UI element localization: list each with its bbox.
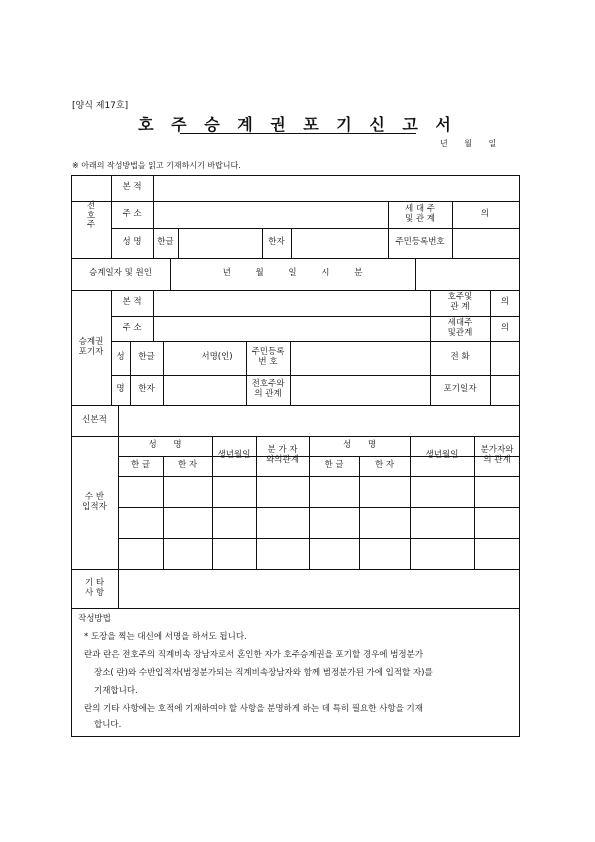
- row-divider: [71, 569, 520, 570]
- waiver-hanja-label: 한자: [138, 384, 155, 395]
- accompanying-birth-header-2: 생년월일: [425, 450, 459, 461]
- row-divider: [71, 405, 520, 406]
- head-name-label: 성 명: [122, 237, 142, 248]
- accompanying-name-header: 성 명: [148, 440, 182, 451]
- accompanying-name-header-2: 성 명: [342, 440, 377, 451]
- head-hanja-label: 한자: [268, 237, 285, 248]
- row-divider: [118, 476, 520, 477]
- col-divider: [153, 290, 154, 341]
- method-title: 작성방법: [78, 614, 111, 624]
- waiver-hoju-relation-label: 호주및 관 계: [447, 292, 473, 312]
- col-divider: [290, 341, 291, 405]
- waiver-date-label: 포기일자: [443, 384, 477, 395]
- accompanying-hanja-header: 한 자: [177, 460, 198, 471]
- waiver-ui-label: 의: [500, 297, 510, 308]
- waiver-phone-label: 전 화: [450, 352, 470, 363]
- col-divider: [118, 405, 119, 436]
- accompanying-hanja-header-2: 한 자: [374, 460, 395, 471]
- waiver-ui-label-2: 의: [500, 322, 510, 333]
- waiver-sedaeju-relation-label: 세대주 및관계: [447, 317, 473, 338]
- head-reg-no-label: 주민등록번호: [395, 237, 445, 248]
- accompanying-hangeul-header: 한 글: [130, 460, 151, 471]
- col-divider: [118, 569, 119, 608]
- instruction-note: ※ 아래의 작성방법을 읽고 기재하시기 바랍니다.: [72, 161, 241, 170]
- head-relation-label: 세 대 주 및 관 계: [404, 203, 436, 224]
- household-head-section-label: 전 호 주: [86, 200, 96, 231]
- waiver-seong-label: 성: [116, 352, 125, 363]
- col-divider: [163, 341, 164, 405]
- accompanying-hangeul-header-2: 한 글: [324, 460, 344, 471]
- method-line: 란의 기타 사항에는 호적에 기재하여야 할 사항을 분명하게 하는 데 특히 필요한 사항을 기재: [84, 704, 423, 714]
- method-line: 란과 란은 전호주의 직계비속 장남자로서 혼인한 자가 호주승계권을 포기할 경우에 범정분가: [84, 650, 424, 660]
- col-divider: [452, 201, 453, 258]
- method-line: * 도장을 찍는 대신에 서명을 하셔도 됩니다.: [84, 632, 247, 642]
- accompanying-birth-header: 생년월일: [217, 450, 251, 461]
- head-bonjeok-label: 본 적: [122, 182, 142, 193]
- accompanying-relation-header: 분 가 자 와의관계: [266, 445, 299, 465]
- method-line: 장소( 란)와 수반입적자(범정분가되는 직계비속장남자와 함께 범정분가된 가에 입적할 자)를: [94, 668, 433, 678]
- head-hangeul-label: 한글: [157, 237, 174, 248]
- col-divider: [178, 228, 179, 258]
- page-title: 호 주 승 계 권 포 기 신 고 서: [138, 115, 457, 134]
- col-divider: [291, 228, 292, 258]
- accompanying-relation-header-2: 분가자와 의 관계: [480, 445, 514, 465]
- col-divider: [415, 258, 416, 290]
- succession-label: 승계일자 및 원인: [89, 268, 152, 279]
- accompanying-section-label: 수 반 입적자: [82, 491, 107, 512]
- head-address-label: 주 소: [122, 208, 142, 219]
- new-domicile-label: 신본적: [82, 414, 107, 425]
- method-line: 기재합니다.: [94, 686, 138, 696]
- waiver-hangeul-label: 한글: [138, 352, 155, 363]
- waiver-prev-head-relation-label: 전호주와 의 관계: [251, 379, 285, 399]
- row-divider: [118, 507, 520, 508]
- waiver-section-label: 승계권 포기자: [78, 336, 104, 357]
- head-ui-label: 의: [480, 208, 490, 219]
- waiver-reg-no-label: 주민등록 번 호: [251, 347, 285, 367]
- submission-date: 년 월 일: [440, 139, 497, 148]
- waiver-bonjeok-label: 본 적: [122, 297, 142, 308]
- waiver-myeong-label: 명: [116, 384, 125, 395]
- row-divider: [71, 608, 520, 609]
- form-number: [양식 제17호]: [72, 101, 129, 111]
- other-matters-label: 기 타 사 항: [84, 577, 105, 598]
- title-underline: [180, 133, 416, 134]
- succession-datetime: 년 월 일 시 분: [222, 268, 363, 279]
- row-divider: [118, 538, 520, 539]
- waiver-address-label: 주 소: [122, 322, 142, 333]
- method-line: 합니다.: [94, 720, 122, 730]
- waiver-sign-label: 서명(인): [201, 352, 233, 363]
